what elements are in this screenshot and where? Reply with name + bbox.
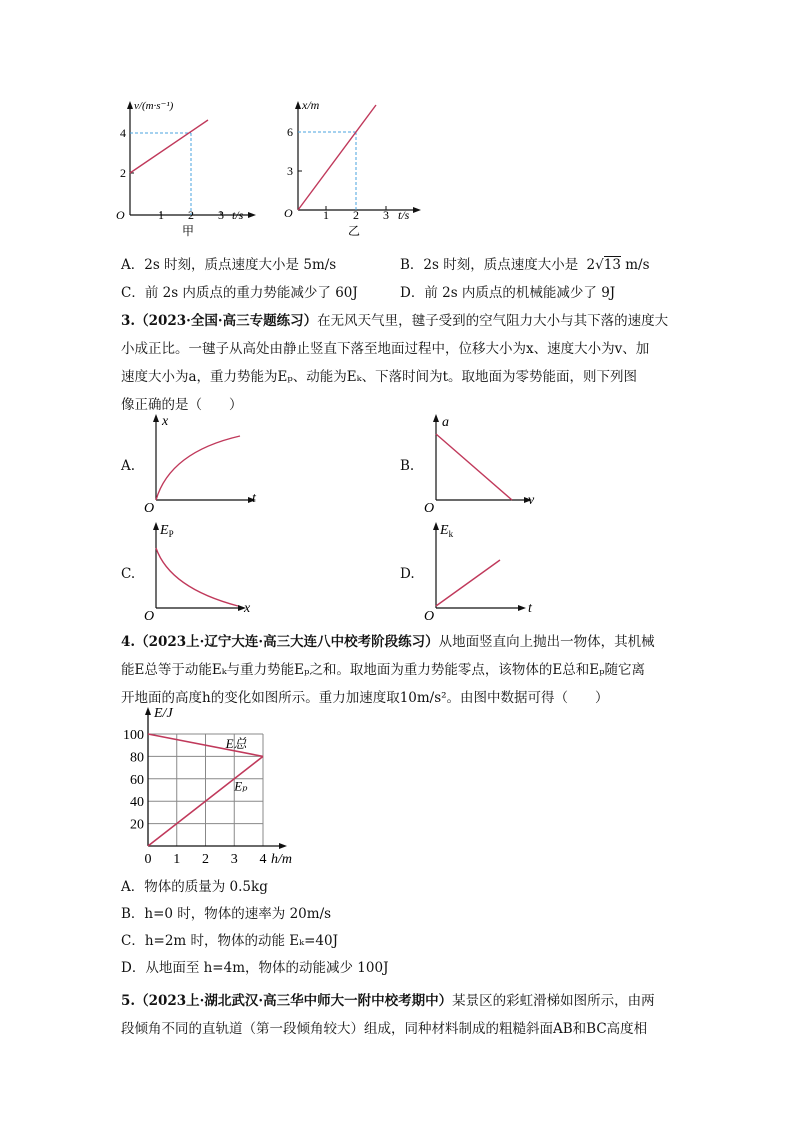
y-tick-label: 100 (123, 728, 144, 743)
graph-c-y-arrow (153, 522, 159, 530)
yi-caption: 乙 (348, 224, 361, 238)
q4-stem-line-1 (121, 632, 655, 652)
q3-option-b-label: B. (400, 458, 415, 474)
yi-origin: O (284, 206, 293, 220)
graph-c-origin: O (144, 609, 155, 623)
x-axis-arrow (279, 843, 287, 849)
series-label: E总 (225, 735, 247, 751)
yi-tick-label-x3: 3 (383, 208, 389, 222)
graph-d-y-arrow (433, 522, 439, 530)
q3-stem-line-4: 像正确的是（ ） (121, 397, 243, 413)
x-tick-label: 3 (230, 852, 238, 867)
q2-option-b-unit: m/s (625, 257, 650, 273)
graph-b-line (436, 434, 512, 500)
jia-tick-label-x3: 3 (218, 208, 224, 222)
q2-option-b-radicand: 13 (603, 257, 621, 273)
energy-height-chart (112, 703, 312, 868)
yi-xlabel: t/s (398, 208, 410, 222)
jia-tick-label-x2: 2 (188, 208, 194, 222)
x-tick-label: 4 (259, 852, 267, 867)
q3-stem-line-1 (121, 311, 668, 331)
x-tick-label: 1 (173, 852, 181, 867)
figure-jia-vt-graph (110, 95, 260, 240)
graph-d-ylabel (439, 523, 454, 539)
q2-option-a: A．2s 时刻，质点速度大小是 5m/s (121, 257, 337, 273)
graph-b-ylabel: a (442, 415, 449, 430)
x-axis-label: h/m (271, 852, 292, 867)
yi-tick-label-x2: 2 (353, 208, 359, 222)
q3-stem-line-3: 速度大小为a，重力势能为Eₚ、动能为Eₖ、下落时间为t。取地面为零势能面，则下列图 (121, 369, 638, 385)
q3-graph-d-ek-t (420, 518, 550, 623)
jia-tick-label-y4: 4 (120, 126, 126, 140)
graph-c-ylabel-sub: P (168, 529, 174, 539)
jia-x-arrow (248, 212, 256, 218)
q2-option-d: D．前 2s 内质点的机械能减少了 9J (400, 285, 616, 301)
q3-option-d-label: D. (400, 566, 415, 582)
q4-stem-line-2: 能E总等于动能Eₖ与重力势能Eₚ之和。取地面为重力势能零点，该物体的E总和Eₚ随它离 (121, 662, 645, 678)
graph-d-line (436, 560, 500, 606)
q3-graph-b-a-v (420, 410, 550, 515)
y-tick-label: 80 (130, 750, 144, 766)
jia-caption: 甲 (182, 224, 195, 238)
q3-graph-a-x-t (140, 410, 270, 515)
graph-a-ylabel: x (162, 414, 169, 429)
series-label: Eₚ (234, 778, 248, 794)
yi-tick-label-x1: 1 (323, 208, 329, 222)
x-tick-label: 2 (202, 852, 209, 867)
q4-source: 4.（2023上·辽宁大连·高三大连八中校考阶段练习） (121, 634, 439, 650)
q3-option-a-label: A. (121, 458, 136, 474)
jia-ylabel: v/(m·s⁻¹) (134, 100, 174, 112)
q4-option-d: D．从地面至 h=4m，物体的动能减少 100J (121, 960, 389, 976)
yi-tick-label-y3: 3 (287, 164, 293, 178)
graph-b-xlabel: v (528, 493, 535, 508)
y-axis-label: E/J (154, 706, 173, 721)
q4-option-b: B．h=0 时，物体的速率为 20m/s (121, 906, 332, 922)
graph-c-ylabel (159, 523, 174, 539)
yi-displacement-line (298, 105, 376, 210)
x-tick-label: 0 (144, 852, 152, 867)
graph-d-xlabel: t (528, 601, 532, 616)
q2-option-b (400, 255, 650, 275)
graph-a-xlabel: t (252, 491, 256, 506)
q3-stem-line-2: 小成正比。一毽子从高处由静止竖直下落至地面过程中，位移大小为x、速度大小为v、加 (121, 341, 650, 357)
q3-source: 3.（2023·全国·高三专题练习） (121, 313, 318, 329)
graph-c-curve (156, 548, 238, 606)
q2-option-c: C．前 2s 内质点的重力势能减少了 60J (121, 285, 358, 301)
q4-stem-line-3: 开地面的高度h的变化如图所示。重力加速度取10m/s²。由图中数据可得（ ） (121, 690, 609, 706)
graph-d-origin: O (424, 609, 435, 623)
graph-a-y-arrow (153, 414, 159, 422)
q3-option-c-label: C. (121, 566, 136, 582)
yi-x-arrow (413, 207, 421, 213)
jia-tick-label-y2: 2 (120, 166, 126, 180)
graph-a-curve (156, 436, 240, 500)
q4-stem-line-1-text: 从地面竖直向上抛出一物体，其机械 (438, 634, 655, 650)
q4-option-a: A．物体的质量为 0.5kg (121, 879, 268, 895)
graph-d-ylabel-main: E (440, 523, 449, 538)
jia-y-arrow (127, 101, 133, 109)
graph-c-xlabel: x (244, 601, 251, 616)
q5-stem-line-1-text: 某景区的彩虹滑梯如图所示，由两 (452, 993, 655, 1009)
jia-tick-label-x1: 1 (158, 208, 164, 222)
graph-d-ylabel-sub: k (448, 529, 454, 539)
q5-stem-line-2: 段倾角不同的直轨道（第一段倾角较大）组成，同种材料制成的粗糙斜面AB和BC高度相 (121, 1021, 648, 1037)
y-tick-label: 20 (130, 817, 144, 833)
yi-ylabel: x/m (302, 98, 320, 112)
graph-d-x-arrow (518, 605, 526, 611)
yi-tick-label-y6: 6 (287, 125, 293, 139)
q3-graph-c-ep-x (140, 518, 270, 623)
jia-velocity-line (130, 120, 208, 173)
sqrt-symbol: √ (595, 257, 604, 273)
q3-stem-line-1-text: 在无风天气里，毽子受到的空气阻力大小与其下落的速度大 (317, 313, 669, 329)
figure-yi-xt-graph (278, 95, 428, 240)
graph-b-origin: O (424, 501, 435, 515)
y-tick-label: 40 (130, 795, 144, 811)
graph-b-y-arrow (433, 414, 439, 422)
q5-stem-line-1 (121, 991, 655, 1011)
y-tick-label: 60 (130, 772, 144, 788)
y-axis-arrow (145, 707, 151, 715)
q4-option-c: C．h=2m 时，物体的动能 Eₖ=40J (121, 933, 338, 949)
jia-origin: O (116, 208, 125, 222)
graph-c-ylabel-main: E (160, 523, 169, 538)
q5-source: 5.（2023上·湖北武汉·高三华中师大一附中校考期中） (121, 993, 453, 1009)
yi-y-arrow (295, 101, 301, 109)
graph-a-origin: O (144, 501, 155, 515)
q2-option-b-text: B．2s 时刻，质点速度大小是 (400, 257, 579, 273)
q2-option-b-coef: 2 (586, 257, 596, 273)
jia-xlabel: t/s (232, 208, 244, 222)
